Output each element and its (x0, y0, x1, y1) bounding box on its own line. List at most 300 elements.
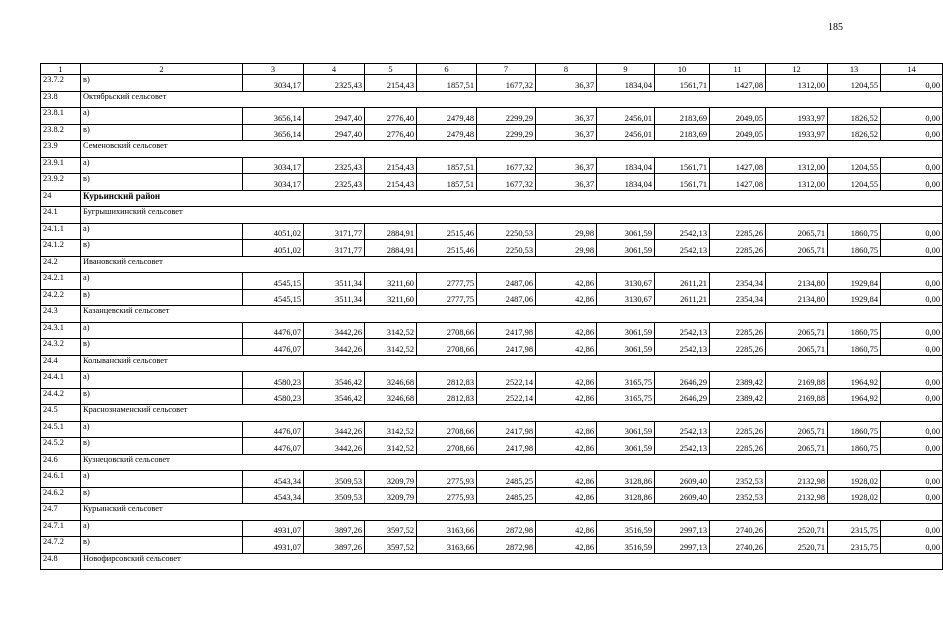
value-cell: 2285,26 (710, 421, 766, 438)
value-cell: 3442,26 (304, 322, 365, 339)
value-cell: 42,86 (536, 438, 597, 455)
section-title: Семеновский сельсовет (81, 141, 943, 158)
value-cell: 0,00 (881, 75, 943, 92)
value-cell: 2183,69 (655, 108, 710, 125)
section-row (41, 190, 943, 207)
table-row (41, 289, 943, 306)
row-subitem: в) (81, 240, 243, 257)
value-cell: 2947,40 (304, 108, 365, 125)
value-cell: 3130,67 (597, 289, 655, 306)
row-code: 24.8 (41, 553, 81, 570)
value-cell: 2646,29 (655, 388, 710, 405)
value-cell: 2352,53 (710, 471, 766, 488)
value-cell: 2417,98 (477, 438, 536, 455)
row-code: 24.7.1 (41, 520, 81, 537)
row-subitem: в) (81, 438, 243, 455)
row-code: 23.8.2 (41, 124, 81, 141)
section-title: Октябрьский сельсовет (81, 91, 943, 108)
value-cell: 0,00 (881, 157, 943, 174)
row-code: 23.7.2 (41, 75, 81, 92)
value-cell: 0,00 (881, 388, 943, 405)
value-cell: 2154,43 (365, 174, 417, 191)
value-cell: 1677,32 (477, 174, 536, 191)
value-cell: 3061,59 (597, 223, 655, 240)
value-cell: 1857,51 (417, 157, 477, 174)
value-cell: 2776,40 (365, 124, 417, 141)
section-title: Курьинский район (81, 190, 943, 207)
column-header: 5 (365, 64, 417, 75)
value-cell: 4476,07 (243, 339, 304, 356)
value-cell: 4476,07 (243, 421, 304, 438)
row-code: 24.5.2 (41, 438, 81, 455)
value-cell: 1204,55 (828, 75, 881, 92)
row-code: 23.9.1 (41, 157, 81, 174)
value-cell: 2812,83 (417, 372, 477, 389)
page-number: 185 (828, 22, 843, 33)
value-cell: 36,37 (536, 108, 597, 125)
value-cell: 3061,59 (597, 240, 655, 257)
value-cell: 2542,13 (655, 322, 710, 339)
row-code: 23.8 (41, 91, 81, 108)
data-table (40, 63, 943, 570)
value-cell: 3656,14 (243, 124, 304, 141)
value-cell: 4051,02 (243, 240, 304, 257)
value-cell: 2315,75 (828, 537, 881, 554)
value-cell: 3163,66 (417, 520, 477, 537)
value-cell: 1427,08 (710, 75, 766, 92)
value-cell: 42,86 (536, 520, 597, 537)
table-row (41, 75, 943, 92)
section-row (41, 306, 943, 323)
column-header: 13 (828, 64, 881, 75)
value-cell: 2777,75 (417, 273, 477, 290)
value-cell: 2354,34 (710, 273, 766, 290)
value-cell: 2542,13 (655, 438, 710, 455)
value-cell: 1928,02 (828, 471, 881, 488)
section-row (41, 355, 943, 372)
value-cell: 2065,71 (766, 421, 828, 438)
table-header-row (41, 64, 943, 75)
value-cell: 3211,60 (365, 289, 417, 306)
section-title: Ивановский сельсовет (81, 256, 943, 273)
value-cell: 0,00 (881, 223, 943, 240)
row-code: 24.4.2 (41, 388, 81, 405)
value-cell: 2154,43 (365, 75, 417, 92)
value-cell: 1860,75 (828, 322, 881, 339)
table-row (41, 372, 943, 389)
value-cell: 3165,75 (597, 372, 655, 389)
value-cell: 1860,75 (828, 421, 881, 438)
row-code: 24.6.2 (41, 487, 81, 504)
value-cell: 2542,13 (655, 240, 710, 257)
value-cell: 2708,66 (417, 438, 477, 455)
table-row (41, 537, 943, 554)
section-row (41, 91, 943, 108)
value-cell: 4931,07 (243, 537, 304, 554)
value-cell: 2315,75 (828, 520, 881, 537)
table-row (41, 157, 943, 174)
value-cell: 42,86 (536, 372, 597, 389)
value-cell: 2646,29 (655, 372, 710, 389)
value-cell: 2132,98 (766, 471, 828, 488)
value-cell: 2812,83 (417, 388, 477, 405)
value-cell: 0,00 (881, 273, 943, 290)
value-cell: 1834,04 (597, 157, 655, 174)
column-header: 12 (766, 64, 828, 75)
value-cell: 2542,13 (655, 223, 710, 240)
value-cell: 3142,52 (365, 339, 417, 356)
row-subitem: а) (81, 108, 243, 125)
value-cell: 1312,00 (766, 75, 828, 92)
row-subitem: в) (81, 124, 243, 141)
row-code: 24.1.1 (41, 223, 81, 240)
value-cell: 2520,71 (766, 537, 828, 554)
value-cell: 0,00 (881, 108, 943, 125)
value-cell: 1929,84 (828, 289, 881, 306)
value-cell: 2169,88 (766, 372, 828, 389)
value-cell: 2872,98 (477, 520, 536, 537)
value-cell: 42,86 (536, 322, 597, 339)
value-cell: 2515,46 (417, 240, 477, 257)
value-cell: 4580,23 (243, 372, 304, 389)
value-cell: 3061,59 (597, 339, 655, 356)
value-cell: 2485,25 (477, 471, 536, 488)
row-code: 24.2 (41, 256, 81, 273)
section-title: Колыванский сельсовет (81, 355, 943, 372)
row-subitem: а) (81, 471, 243, 488)
table-row (41, 438, 943, 455)
row-code: 24.3 (41, 306, 81, 323)
value-cell: 2708,66 (417, 322, 477, 339)
value-cell: 2485,25 (477, 487, 536, 504)
section-row (41, 454, 943, 471)
value-cell: 4545,15 (243, 273, 304, 290)
table-row (41, 124, 943, 141)
value-cell: 2325,43 (304, 157, 365, 174)
value-cell: 2456,01 (597, 124, 655, 141)
value-cell: 2285,26 (710, 322, 766, 339)
value-cell: 3246,68 (365, 388, 417, 405)
value-cell: 4931,07 (243, 520, 304, 537)
row-subitem: а) (81, 322, 243, 339)
row-subitem: в) (81, 537, 243, 554)
value-cell: 1964,92 (828, 372, 881, 389)
value-cell: 42,86 (536, 421, 597, 438)
value-cell: 0,00 (881, 322, 943, 339)
value-cell: 2285,26 (710, 240, 766, 257)
value-cell: 2740,26 (710, 520, 766, 537)
column-header: 9 (597, 64, 655, 75)
table-row (41, 388, 943, 405)
column-header: 1 (41, 64, 81, 75)
row-subitem: в) (81, 487, 243, 504)
value-cell: 3130,67 (597, 273, 655, 290)
value-cell: 1834,04 (597, 174, 655, 191)
value-cell: 3897,26 (304, 520, 365, 537)
section-title: Казанцевский сельсовет (81, 306, 943, 323)
value-cell: 4051,02 (243, 223, 304, 240)
value-cell: 0,00 (881, 520, 943, 537)
value-cell: 3516,59 (597, 537, 655, 554)
value-cell: 36,37 (536, 124, 597, 141)
row-code: 24.2.2 (41, 289, 81, 306)
value-cell: 4476,07 (243, 438, 304, 455)
table-row (41, 322, 943, 339)
row-subitem: в) (81, 75, 243, 92)
row-code: 24.3.1 (41, 322, 81, 339)
value-cell: 1933,97 (766, 124, 828, 141)
value-cell: 3128,86 (597, 471, 655, 488)
value-cell: 2169,88 (766, 388, 828, 405)
row-subitem: в) (81, 174, 243, 191)
column-header: 7 (477, 64, 536, 75)
row-subitem: в) (81, 289, 243, 306)
value-cell: 3034,17 (243, 157, 304, 174)
row-code: 24.6 (41, 454, 81, 471)
value-cell: 2065,71 (766, 438, 828, 455)
value-cell: 1860,75 (828, 240, 881, 257)
value-cell: 3897,26 (304, 537, 365, 554)
value-cell: 3442,26 (304, 438, 365, 455)
value-cell: 2997,13 (655, 537, 710, 554)
value-cell: 1860,75 (828, 438, 881, 455)
row-subitem: а) (81, 223, 243, 240)
value-cell: 3142,52 (365, 421, 417, 438)
section-title: Новофирсовский сельсовет (81, 553, 943, 570)
value-cell: 2609,40 (655, 471, 710, 488)
value-cell: 3142,52 (365, 322, 417, 339)
value-cell: 4543,34 (243, 471, 304, 488)
value-cell: 2611,21 (655, 289, 710, 306)
value-cell: 0,00 (881, 124, 943, 141)
value-cell: 2777,75 (417, 289, 477, 306)
value-cell: 2132,98 (766, 487, 828, 504)
value-cell: 2250,53 (477, 223, 536, 240)
value-cell: 1928,02 (828, 487, 881, 504)
value-cell: 1933,97 (766, 108, 828, 125)
value-cell: 2884,91 (365, 223, 417, 240)
value-cell: 2487,06 (477, 289, 536, 306)
value-cell: 2417,98 (477, 322, 536, 339)
value-cell: 2542,13 (655, 339, 710, 356)
value-cell: 2417,98 (477, 339, 536, 356)
value-cell: 2065,71 (766, 223, 828, 240)
column-header: 8 (536, 64, 597, 75)
value-cell: 2872,98 (477, 537, 536, 554)
table-row (41, 487, 943, 504)
row-code: 23.8.1 (41, 108, 81, 125)
value-cell: 4476,07 (243, 322, 304, 339)
row-subitem: а) (81, 372, 243, 389)
value-cell: 42,86 (536, 388, 597, 405)
row-code: 23.9.2 (41, 174, 81, 191)
value-cell: 29,98 (536, 223, 597, 240)
row-subitem: а) (81, 157, 243, 174)
value-cell: 0,00 (881, 174, 943, 191)
value-cell: 1929,84 (828, 273, 881, 290)
value-cell: 3061,59 (597, 438, 655, 455)
value-cell: 2299,29 (477, 108, 536, 125)
value-cell: 3511,34 (304, 273, 365, 290)
value-cell: 3509,53 (304, 487, 365, 504)
value-cell: 2325,43 (304, 75, 365, 92)
value-cell: 0,00 (881, 471, 943, 488)
value-cell: 2065,71 (766, 322, 828, 339)
value-cell: 2708,66 (417, 421, 477, 438)
value-cell: 36,37 (536, 157, 597, 174)
value-cell: 2299,29 (477, 124, 536, 141)
value-cell: 2285,26 (710, 223, 766, 240)
table-row (41, 223, 943, 240)
value-cell: 3546,42 (304, 388, 365, 405)
column-header: 6 (417, 64, 477, 75)
table-row (41, 273, 943, 290)
value-cell: 3442,26 (304, 339, 365, 356)
value-cell: 4580,23 (243, 388, 304, 405)
value-cell: 3209,79 (365, 487, 417, 504)
value-cell: 2134,80 (766, 273, 828, 290)
value-cell: 1677,32 (477, 157, 536, 174)
value-cell: 2250,53 (477, 240, 536, 257)
section-row (41, 207, 943, 224)
value-cell: 2776,40 (365, 108, 417, 125)
value-cell: 3516,59 (597, 520, 655, 537)
row-subitem: а) (81, 421, 243, 438)
value-cell: 1964,92 (828, 388, 881, 405)
value-cell: 2522,14 (477, 372, 536, 389)
value-cell: 36,37 (536, 174, 597, 191)
value-cell: 2884,91 (365, 240, 417, 257)
value-cell: 42,86 (536, 273, 597, 290)
section-row (41, 405, 943, 422)
value-cell: 3597,52 (365, 520, 417, 537)
value-cell: 42,86 (536, 537, 597, 554)
value-cell: 3509,53 (304, 471, 365, 488)
value-cell: 2520,71 (766, 520, 828, 537)
value-cell: 0,00 (881, 289, 943, 306)
column-header: 2 (81, 64, 243, 75)
value-cell: 1561,71 (655, 157, 710, 174)
value-cell: 2479,48 (417, 124, 477, 141)
value-cell: 3211,60 (365, 273, 417, 290)
value-cell: 29,98 (536, 240, 597, 257)
value-cell: 2417,98 (477, 421, 536, 438)
section-row (41, 504, 943, 521)
section-title: Краснознаменский сельсовет (81, 405, 943, 422)
column-header: 10 (655, 64, 710, 75)
table-row (41, 520, 943, 537)
value-cell: 2285,26 (710, 339, 766, 356)
value-cell: 2352,53 (710, 487, 766, 504)
row-code: 23.9 (41, 141, 81, 158)
column-header: 14 (881, 64, 943, 75)
value-cell: 2708,66 (417, 339, 477, 356)
column-header: 4 (304, 64, 365, 75)
row-code: 24.4 (41, 355, 81, 372)
row-subitem: а) (81, 520, 243, 537)
value-cell: 2479,48 (417, 108, 477, 125)
value-cell: 2997,13 (655, 520, 710, 537)
value-cell: 1860,75 (828, 339, 881, 356)
table-row (41, 339, 943, 356)
value-cell: 2389,42 (710, 388, 766, 405)
value-cell: 3546,42 (304, 372, 365, 389)
value-cell: 0,00 (881, 438, 943, 455)
row-code: 24.4.1 (41, 372, 81, 389)
value-cell: 42,86 (536, 289, 597, 306)
value-cell: 0,00 (881, 339, 943, 356)
value-cell: 0,00 (881, 372, 943, 389)
row-code: 24.7.2 (41, 537, 81, 554)
value-cell: 4545,15 (243, 289, 304, 306)
value-cell: 3209,79 (365, 471, 417, 488)
value-cell: 3511,34 (304, 289, 365, 306)
row-code: 24.5.1 (41, 421, 81, 438)
value-cell: 2775,93 (417, 471, 477, 488)
value-cell: 1427,08 (710, 174, 766, 191)
table-row (41, 240, 943, 257)
value-cell: 36,37 (536, 75, 597, 92)
value-cell: 1312,00 (766, 157, 828, 174)
value-cell: 1204,55 (828, 157, 881, 174)
value-cell: 2487,06 (477, 273, 536, 290)
value-cell: 2542,13 (655, 421, 710, 438)
section-row (41, 141, 943, 158)
row-code: 24.2.1 (41, 273, 81, 290)
value-cell: 2389,42 (710, 372, 766, 389)
value-cell: 0,00 (881, 537, 943, 554)
value-cell: 3246,68 (365, 372, 417, 389)
value-cell: 0,00 (881, 487, 943, 504)
column-header: 11 (710, 64, 766, 75)
value-cell: 3142,52 (365, 438, 417, 455)
value-cell: 1204,55 (828, 174, 881, 191)
value-cell: 0,00 (881, 421, 943, 438)
value-cell: 4543,34 (243, 487, 304, 504)
row-code: 24.1.2 (41, 240, 81, 257)
section-title: Кузнецовский сельсовет (81, 454, 943, 471)
row-code: 24.5 (41, 405, 81, 422)
value-cell: 1860,75 (828, 223, 881, 240)
value-cell: 1826,52 (828, 108, 881, 125)
value-cell: 1834,04 (597, 75, 655, 92)
value-cell: 42,86 (536, 339, 597, 356)
value-cell: 2456,01 (597, 108, 655, 125)
value-cell: 2354,34 (710, 289, 766, 306)
value-cell: 3442,26 (304, 421, 365, 438)
value-cell: 2183,69 (655, 124, 710, 141)
row-code: 24.1 (41, 207, 81, 224)
value-cell: 3597,52 (365, 537, 417, 554)
value-cell: 2154,43 (365, 157, 417, 174)
value-cell: 2065,71 (766, 240, 828, 257)
value-cell: 2325,43 (304, 174, 365, 191)
value-cell: 1312,00 (766, 174, 828, 191)
value-cell: 1826,52 (828, 124, 881, 141)
value-cell: 3171,77 (304, 223, 365, 240)
value-cell: 2049,05 (710, 108, 766, 125)
value-cell: 3128,86 (597, 487, 655, 504)
section-title: Бугрышихинский сельсовет (81, 207, 943, 224)
value-cell: 3163,66 (417, 537, 477, 554)
value-cell: 3034,17 (243, 174, 304, 191)
value-cell: 2609,40 (655, 487, 710, 504)
value-cell: 3034,17 (243, 75, 304, 92)
value-cell: 2515,46 (417, 223, 477, 240)
value-cell: 2611,21 (655, 273, 710, 290)
row-code: 24.3.2 (41, 339, 81, 356)
value-cell: 0,00 (881, 240, 943, 257)
